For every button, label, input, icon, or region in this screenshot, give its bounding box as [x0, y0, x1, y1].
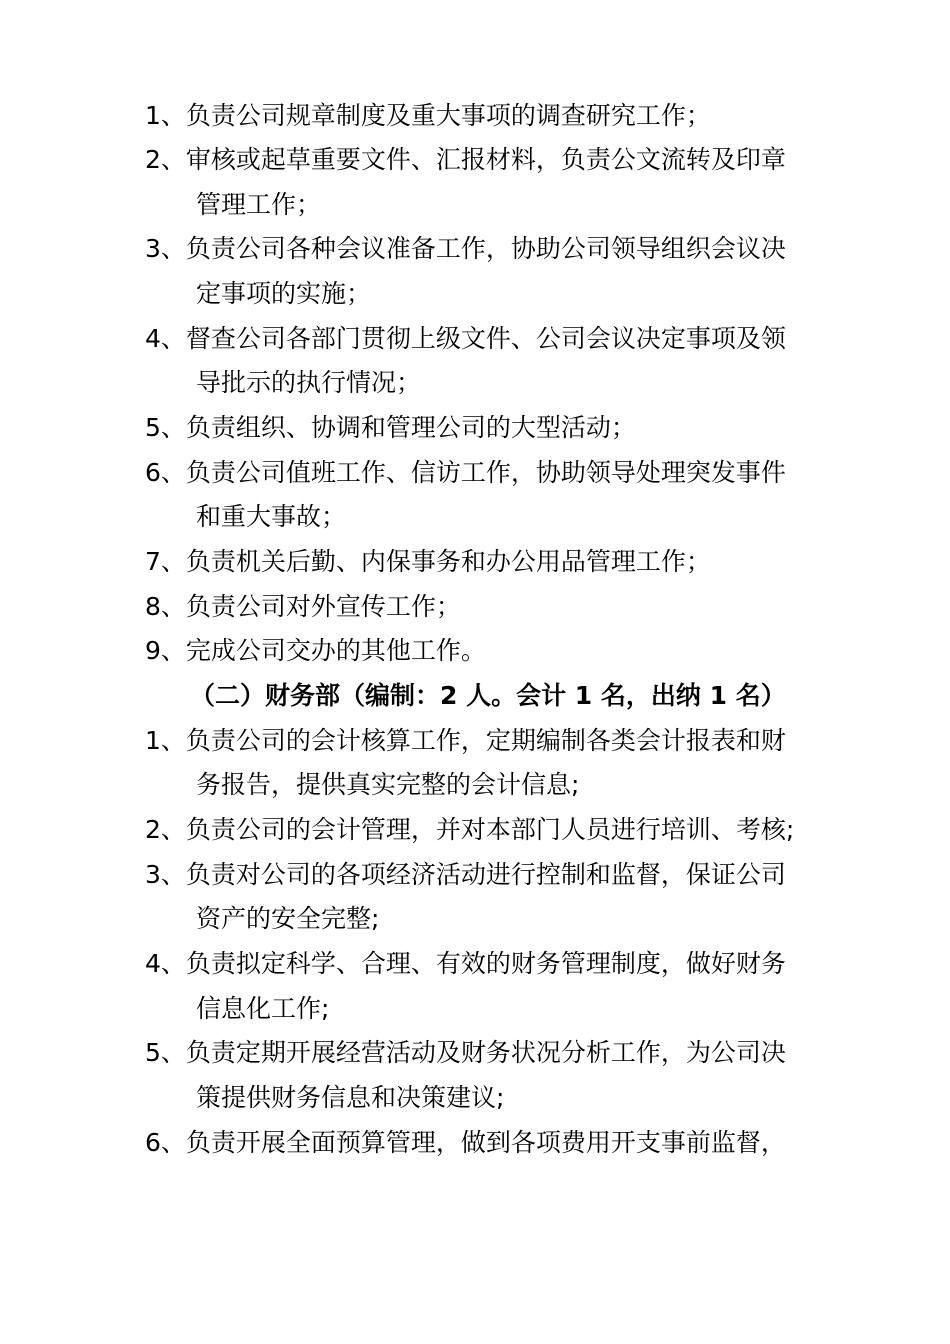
finance-item-1: 1、负责公司的会计核算工作，定期编制各类会计报表和财 [145, 726, 786, 755]
duty-item-9: 9、完成公司交办的其他工作。 [145, 636, 486, 665]
finance-item-6: 6、负责开展全面预算管理，做到各项费用开支事前监督， [145, 1128, 786, 1157]
finance-item-4: 4、负责拟定科学、合理、有效的财务管理制度，做好财务 [145, 949, 786, 978]
duty-item-4: 4、督查公司各部门贯彻上级文件、公司会议决定事项及领 [145, 324, 786, 353]
finance-item-3-cont: 资产的安全完整; [196, 904, 380, 933]
duty-item-4-cont: 导批示的执行情况； [196, 368, 422, 397]
finance-item-2: 2、负责公司的会计管理，并对本部门人员进行培训、考核; [145, 815, 795, 844]
finance-item-3: 3、负责对公司的各项经济活动进行控制和监督，保证公司 [145, 860, 786, 889]
duty-item-2-cont: 管理工作； [196, 190, 322, 219]
duty-item-3-cont: 定事项的实施； [196, 279, 372, 308]
duty-item-7: 7、负责机关后勤、内保事务和办公用品管理工作； [145, 547, 711, 576]
finance-item-4-cont: 信息化工作; [196, 994, 330, 1023]
duty-item-6-cont: 和重大事故； [196, 502, 347, 531]
finance-item-5: 5、负责定期开展经营活动及财务状况分析工作，为公司决 [145, 1038, 786, 1067]
finance-item-5-cont: 策提供财务信息和决策建议; [196, 1083, 505, 1112]
duty-item-3: 3、负责公司各种会议准备工作，协助公司领导组织会议决 [145, 234, 786, 263]
section-heading-finance: （二）财务部（编制：2 人。会计 1 名，出纳 1 名） [190, 681, 786, 710]
duty-item-1: 1、负责公司规章制度及重大事项的调查研究工作； [145, 101, 711, 130]
finance-item-1-cont: 务报告，提供真实完整的会计信息; [196, 770, 580, 799]
duty-item-8: 8、负责公司对外宣传工作； [145, 592, 461, 621]
duty-item-2: 2、审核或起草重要文件、汇报材料，负责公文流转及印章 [145, 145, 786, 174]
duty-item-5: 5、负责组织、协调和管理公司的大型活动； [145, 413, 636, 442]
duty-item-6: 6、负责公司值班工作、信访工作，协助领导处理突发事件 [145, 458, 786, 487]
